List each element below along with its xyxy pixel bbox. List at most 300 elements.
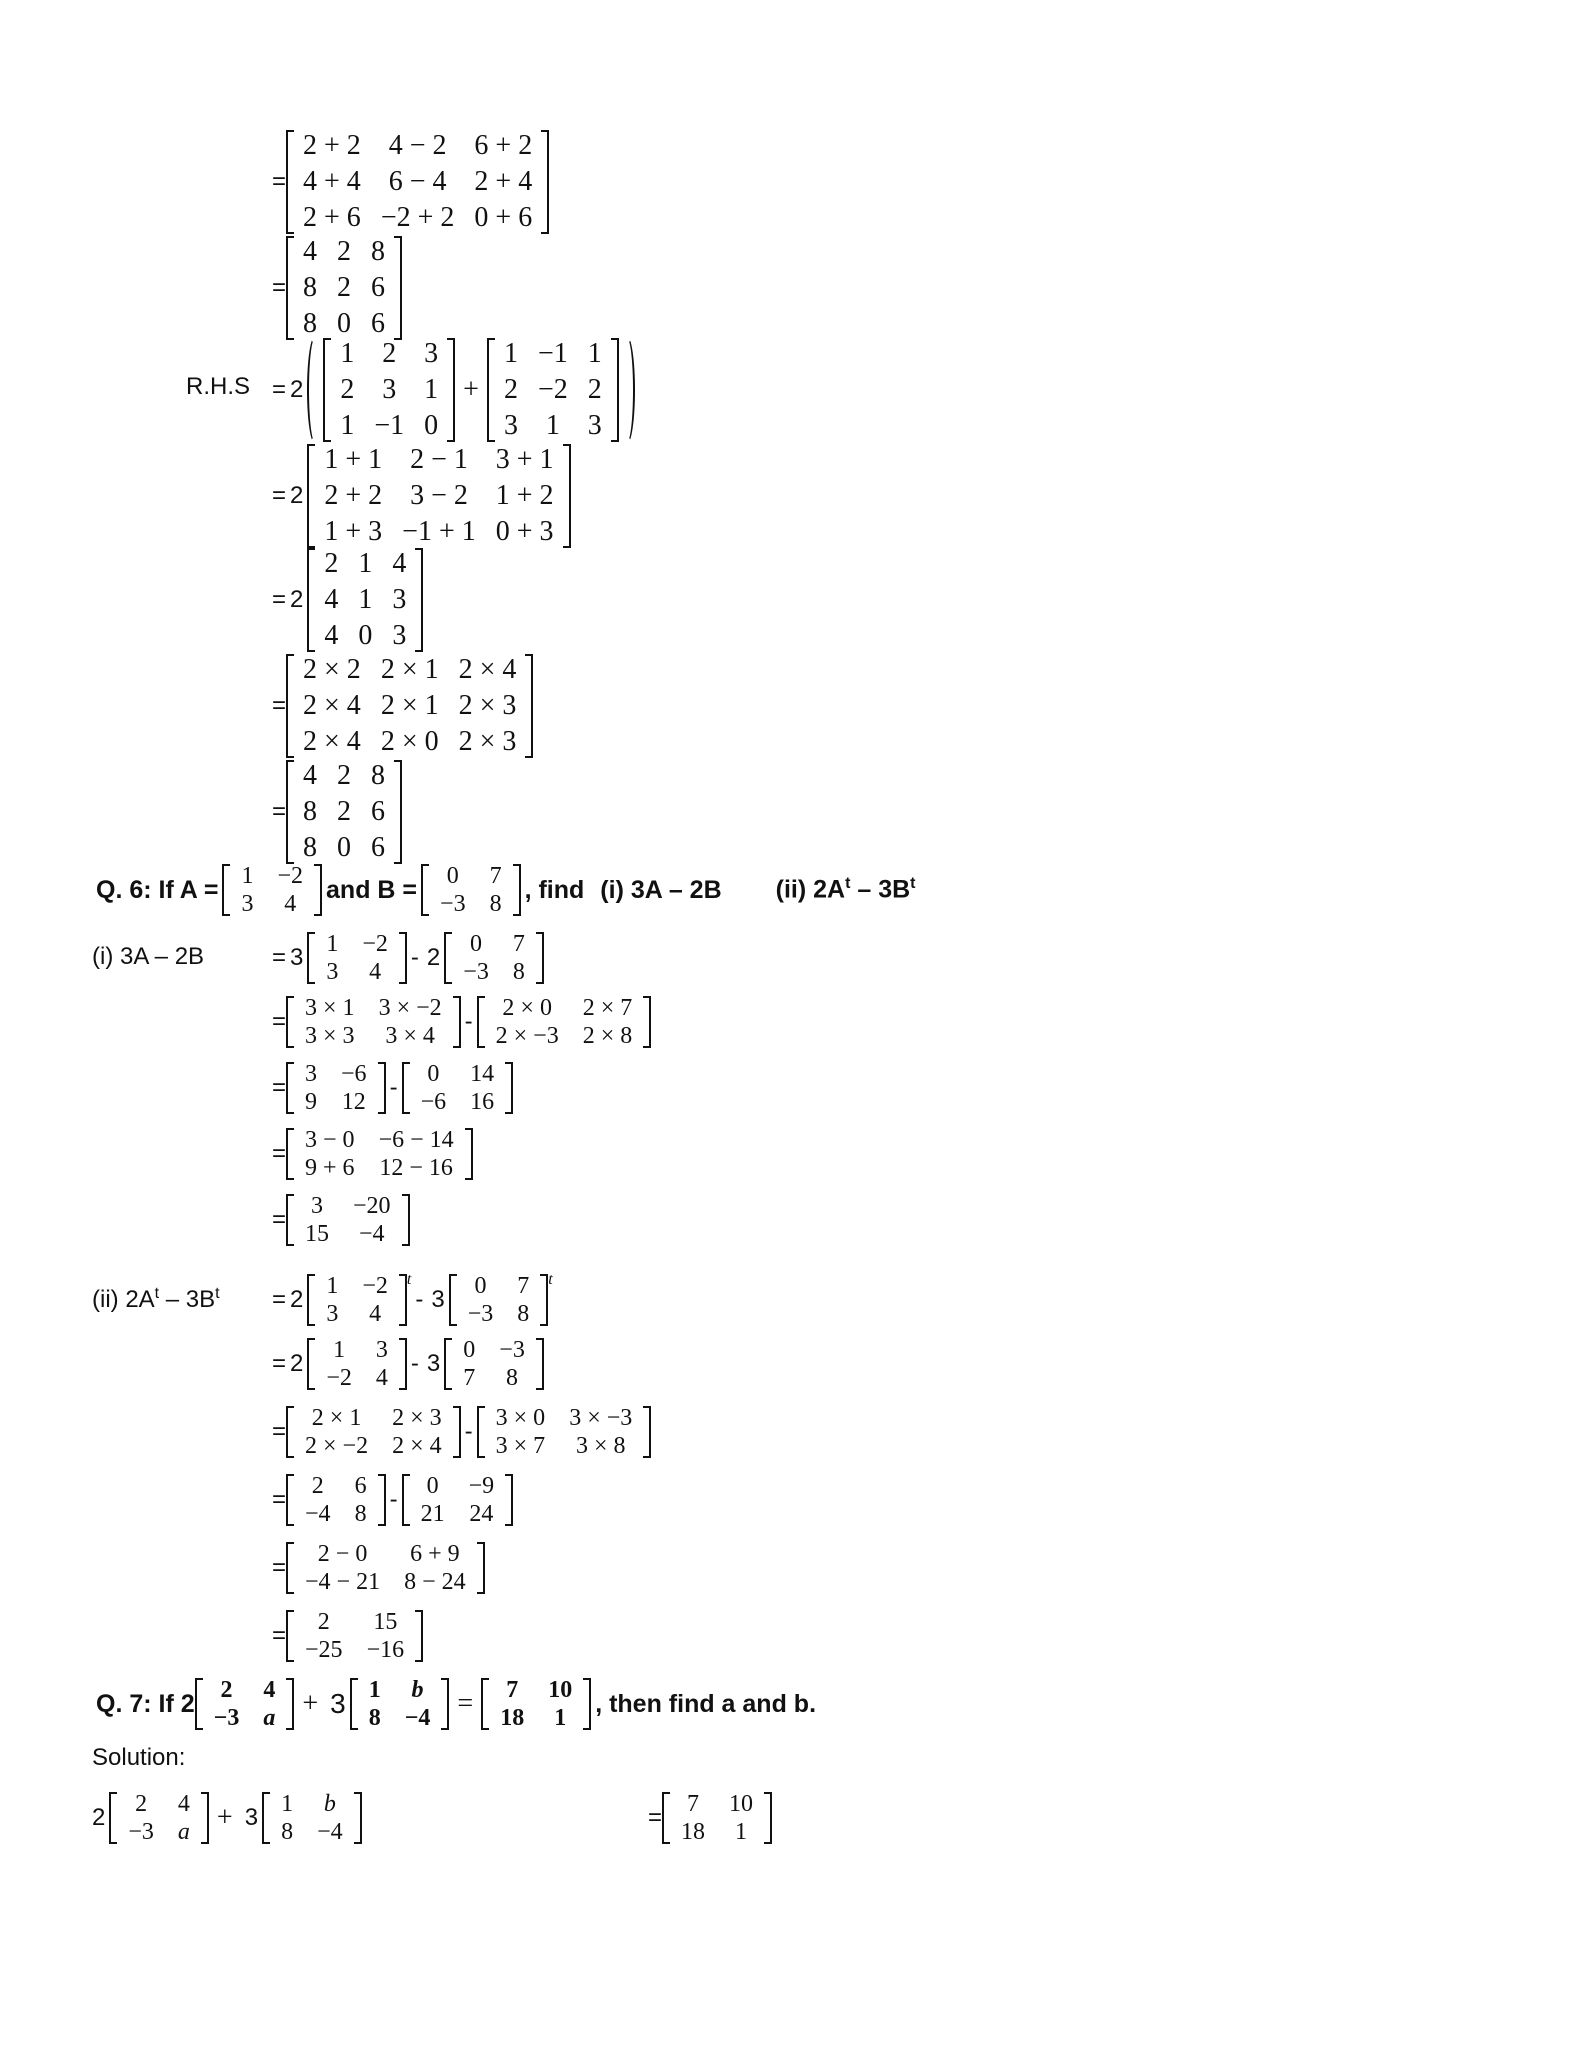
matrix-row (314, 930, 400, 958)
matrix-cell: 0 + 6 (474, 202, 533, 233)
matrix-cell: 14 (470, 1061, 495, 1087)
matrix-cell: 3 (241, 891, 254, 917)
equals-sign: = (272, 1074, 287, 1101)
matrix-cell: 3 (326, 959, 339, 985)
matrix-table (293, 234, 395, 342)
matrix-cell: 3 (503, 410, 518, 441)
q6-part-ii-a: (ii) 2A (775, 875, 846, 904)
matrix-cell: 2 − 1 (410, 444, 468, 475)
matrix-cell: 2 × 4 (392, 1433, 442, 1459)
matrix-cell: 6 (371, 272, 386, 303)
matrix-table (293, 1192, 403, 1248)
matrix-cell: 2 × 0 (380, 726, 439, 757)
equals-sign: = (272, 1286, 287, 1313)
matrix-row (669, 1790, 765, 1818)
matrix-row (330, 336, 448, 372)
matrix-cell: 2 (587, 374, 602, 405)
matrix-row (330, 372, 448, 408)
matrix-row (314, 442, 563, 478)
matrix-row (330, 408, 448, 444)
matrix-cell: 2 × −3 (495, 1023, 559, 1049)
matrix-cell: 7 (512, 931, 525, 957)
matrix-row (484, 1432, 645, 1460)
matrix-cell: 18 (681, 1819, 706, 1845)
matrix-cell: 1 (340, 338, 355, 369)
matrix-cell: 2 (503, 374, 518, 405)
matrix-cell: 0 (358, 620, 373, 651)
matrix-cell: −2 (326, 1365, 352, 1391)
matrix-row (293, 234, 395, 270)
q6-part-i: (i) 3A – 2B (600, 875, 722, 904)
matrix-row (409, 1472, 507, 1500)
matrix-cell: −4 (404, 1705, 431, 1731)
matrix-table (494, 336, 612, 444)
matrix-cell: 8 (303, 308, 318, 339)
part-ii-label (92, 1285, 220, 1314)
matrix-cell: 2 × 1 (311, 1405, 362, 1431)
step-ii-1 (272, 1272, 553, 1328)
question-7 (92, 1676, 820, 1732)
matrix-cell: 3 (587, 410, 602, 441)
matrix-cell: 2 + 2 (303, 130, 361, 161)
equals-sign: = (272, 1140, 287, 1167)
matrix-cell: 2 + 2 (324, 480, 383, 511)
minus-sign: - (410, 1350, 419, 1377)
matrix-cell: 4 − 2 (388, 130, 447, 161)
matrix (307, 442, 570, 550)
matrix (477, 1404, 652, 1460)
matrix-cell: 6 + 2 (474, 130, 533, 161)
matrix-row (314, 1272, 400, 1300)
matrix-cell: 0 (463, 1337, 476, 1363)
equals-sign: = (457, 1688, 474, 1719)
matrix-cell: −6 − 14 (378, 1127, 454, 1153)
matrix-row (293, 794, 395, 830)
matrix (286, 128, 549, 236)
scalar: 2 (92, 1804, 106, 1831)
matrix-cell: 1 (587, 338, 602, 369)
matrix-cell: 6 − 4 (388, 166, 447, 197)
matrix-cell: 2 × 8 (582, 1023, 633, 1049)
matrix-row (229, 890, 315, 918)
matrix-table (314, 930, 400, 986)
matrix-row (293, 724, 526, 760)
matrix-cell: 4 (303, 760, 318, 791)
equals-sign: = (272, 168, 287, 195)
matrix-cell: 4 (324, 620, 339, 651)
matrix-cell: 7 (463, 1365, 476, 1391)
part-ii-label-a: (ii) 2A (92, 1286, 155, 1313)
matrix-cell: −9 (468, 1473, 495, 1499)
matrix-cell: −2 (362, 931, 388, 957)
solution-label: Solution: (92, 1744, 186, 1771)
matrix-cell: 3 × −3 (569, 1405, 633, 1431)
matrix-row (488, 1704, 584, 1732)
matrix (662, 1790, 772, 1846)
matrix-row (269, 1818, 355, 1846)
matrix-row (293, 1500, 379, 1528)
step-ii-6 (272, 1608, 423, 1664)
scalar: 3 (290, 944, 304, 971)
matrix (286, 1060, 386, 1116)
matrix (286, 994, 461, 1050)
matrix-cell: 7 (687, 1791, 700, 1817)
matrix-table (330, 336, 448, 444)
matrix-table (293, 1472, 379, 1528)
matrix-cell: 6 (371, 832, 386, 863)
matrix-table (484, 1404, 645, 1460)
matrix-cell: 0 (337, 832, 352, 863)
matrix-cell: 4 (177, 1791, 190, 1817)
matrix-cell: 1 (503, 338, 518, 369)
matrix (262, 1790, 362, 1846)
matrix-cell: 8 (371, 760, 386, 791)
matrix (195, 1676, 295, 1732)
matrix (477, 994, 652, 1050)
matrix-cell: 7 (506, 1677, 519, 1703)
matrix-cell: −2 (537, 374, 568, 405)
matrix-cell: −4 − 21 (305, 1569, 381, 1595)
matrix-row (293, 1126, 466, 1154)
matrix-cell: 9 + 6 (305, 1155, 355, 1181)
equals-sign: = (272, 1418, 287, 1445)
matrix-cell: 1 (281, 1791, 294, 1817)
matrix-cell: 1 (545, 410, 560, 441)
equals-sign: = (272, 1554, 287, 1581)
q6-find: , find (524, 875, 585, 904)
matrix-table (428, 862, 514, 918)
matrix-cell: 8 − 24 (404, 1569, 466, 1595)
transpose-sup: t (215, 1285, 220, 1302)
matrix-cell: −2 (362, 1273, 388, 1299)
matrix-cell: −3 (499, 1337, 525, 1363)
matrix-table (488, 1676, 584, 1732)
matrix-table (229, 862, 315, 918)
part-i-label: (i) 3A – 2B (92, 943, 205, 970)
matrix-cell: −3 (128, 1819, 154, 1845)
equals-sign: = (272, 1350, 287, 1377)
matrix-cell: 3 − 0 (305, 1127, 355, 1153)
q7-suffix: , then find a and b. (595, 1689, 817, 1718)
matrix-cell: 8 (303, 832, 318, 863)
matrix-cell: 1 + 1 (324, 444, 383, 475)
matrix (286, 1126, 473, 1182)
matrix-cell: 4 (369, 959, 382, 985)
matrix-row (293, 1636, 416, 1664)
matrix-table (293, 758, 395, 866)
equals-sign: = (272, 482, 287, 509)
matrix-cell: 8 (371, 236, 386, 267)
matrix-cell: 0 (337, 308, 352, 339)
matrix-row (293, 1060, 379, 1088)
matrix-table (293, 652, 526, 760)
matrix-cell: 2 − 0 (317, 1541, 368, 1567)
matrix-cell: 2 × −2 (305, 1433, 369, 1459)
matrix-row (494, 336, 612, 372)
matrix-cell: 1 (333, 1337, 346, 1363)
equals-sign: = (648, 1804, 663, 1831)
matrix-cell: −1 + 1 (402, 516, 476, 547)
matrix-row (428, 862, 514, 890)
matrix-row (314, 1300, 400, 1328)
scalar: 2 (290, 482, 304, 509)
matrix-cell: 8 (303, 796, 318, 827)
matrix-table (314, 1272, 400, 1328)
matrix-cell: 1 + 2 (495, 480, 554, 511)
matrix-cell: 8 (281, 1819, 294, 1845)
matrix-cell: 4 (369, 1301, 382, 1327)
matrix (402, 1060, 514, 1116)
plus-sign: + (302, 1688, 319, 1719)
matrix-table (314, 546, 416, 654)
matrix-cell: −1 (374, 410, 405, 441)
matrix-cell: 0 (470, 931, 483, 957)
matrix-cell: 1 (241, 863, 254, 889)
matrix (449, 1272, 549, 1328)
matrix-cell: 21 (420, 1501, 445, 1527)
transpose-sup: t (845, 875, 851, 893)
part-ii-label-b: – 3B (159, 1286, 216, 1313)
matrix-cell: 2 + 4 (474, 166, 533, 197)
matrix-cell: 1 + 3 (324, 516, 383, 547)
matrix (286, 758, 402, 866)
matrix-cell: 2 (311, 1473, 324, 1499)
matrix-cell: 8 (303, 272, 318, 303)
matrix-row (229, 862, 315, 890)
matrix-row (669, 1818, 765, 1846)
matrix-cell: 2 (337, 796, 352, 827)
matrix-cell: 18 (500, 1705, 525, 1731)
matrix-cell: 3 (305, 1061, 318, 1087)
minus-sign: - (389, 1486, 398, 1513)
matrix-table (357, 1676, 443, 1732)
transpose-sup: t (406, 1271, 412, 1288)
matrix-cell: 8 (368, 1705, 381, 1731)
step-lhs-result (272, 234, 402, 342)
step-i-5 (272, 1192, 410, 1248)
matrix-cell: 3 × 1 (305, 995, 355, 1021)
matrix-cell: 2 (317, 1609, 330, 1635)
matrix-cell: 2 × 4 (303, 690, 361, 721)
matrix-cell: 3 × 0 (495, 1405, 546, 1431)
minus-sign: - (389, 1074, 398, 1101)
matrix-cell: 2 + 6 (303, 202, 361, 233)
matrix-cell: b (411, 1677, 424, 1703)
matrix-cell: 2 × 3 (392, 1405, 442, 1431)
matrix-table (293, 994, 454, 1050)
rhs-label: R.H.S (186, 373, 251, 400)
matrix-cell: 7 (489, 863, 502, 889)
matrix-cell: a (177, 1819, 190, 1845)
matrix-cell: 3 (424, 338, 439, 369)
step-ii-2 (272, 1336, 544, 1392)
matrix-cell: 2 × 7 (582, 995, 633, 1021)
matrix-cell: 3 (392, 584, 407, 615)
scalar: 3 (426, 1350, 441, 1377)
matrix-cell: 2 × 1 (380, 690, 439, 721)
matrix-row (293, 1608, 416, 1636)
matrix-cell: −3 (467, 1301, 494, 1327)
matrix-cell: 7 (517, 1273, 530, 1299)
matrix (286, 1404, 461, 1460)
minus-sign: - (464, 1418, 473, 1445)
matrix-cell: 6 (371, 308, 386, 339)
matrix-cell: 6 (371, 796, 386, 827)
matrix-row (293, 688, 526, 724)
matrix-table (293, 1404, 454, 1460)
scalar: 3 (330, 1688, 346, 1719)
matrix-table (269, 1790, 355, 1846)
matrix-cell: 1 (424, 374, 439, 405)
matrix (481, 1676, 591, 1732)
matrix (286, 1192, 410, 1248)
matrix-row (314, 582, 416, 618)
matrix-cell: −25 (305, 1637, 343, 1663)
matrix-cell: −1 (537, 338, 568, 369)
equals-sign: = (272, 1206, 287, 1233)
matrix-a (222, 862, 322, 918)
scalar: 3 (431, 1286, 445, 1313)
matrix-cell: 15 (305, 1221, 330, 1247)
matrix-cell: 24 (469, 1501, 494, 1527)
step-rhs-result (272, 758, 402, 866)
matrix-row (293, 128, 542, 164)
matrix-row (293, 1568, 478, 1596)
matrix-table (409, 1472, 507, 1528)
scalar: 2 (426, 944, 441, 971)
matrix-row (314, 546, 416, 582)
matrix-row (409, 1500, 507, 1528)
matrix-cell: 3 × 7 (495, 1433, 546, 1459)
matrix-cell: −3 (463, 959, 489, 985)
matrix-cell: 1 (358, 584, 373, 615)
equals-sign: = (272, 586, 287, 613)
matrix-cell: 3 (392, 620, 407, 651)
matrix-cell: 0 (424, 410, 439, 441)
matrix-cell: 3 − 2 (410, 480, 468, 511)
matrix-table (116, 1790, 202, 1846)
matrix-cell: −4 (317, 1819, 343, 1845)
matrix-cell: 3 (382, 374, 397, 405)
matrix-cell: 3 (311, 1193, 324, 1219)
matrix-cell: 1 (340, 410, 355, 441)
matrix-cell: 1 (554, 1705, 567, 1731)
matrix-table (451, 930, 537, 986)
matrix-cell: 12 (341, 1089, 366, 1115)
matrix-row (451, 1336, 537, 1364)
equals-sign: = (272, 798, 287, 825)
matrix-cell: 0 (474, 1273, 487, 1299)
matrix-row (293, 164, 542, 200)
matrix-row (269, 1790, 355, 1818)
matrix-table (314, 442, 563, 550)
matrix-cell: 3 (375, 1337, 388, 1363)
scalar: 2 (290, 376, 304, 403)
matrix-cell: 2 × 3 (458, 726, 517, 757)
matrix-cell: 4 (324, 584, 339, 615)
matrix-cell: 2 × 1 (380, 654, 439, 685)
matrix-cell: 2 (135, 1791, 148, 1817)
step-ii-4 (272, 1472, 513, 1528)
matrix-cell: 4 (284, 891, 297, 917)
step-i-2 (272, 994, 651, 1050)
matrix-cell: 0 (426, 1473, 439, 1499)
matrix-cell: 1 (358, 548, 373, 579)
q6-part-ii-b: – 3B (850, 875, 911, 904)
matrix-cell: −20 (353, 1193, 391, 1219)
matrix-row (314, 478, 563, 514)
matrix (286, 1540, 485, 1596)
matrix-table (293, 1608, 416, 1664)
matrix-row (293, 1192, 403, 1220)
parenthesis-group (307, 336, 634, 444)
matrix-row (202, 1676, 288, 1704)
matrix (307, 1272, 407, 1328)
matrix-row (293, 1404, 454, 1432)
matrix-row (357, 1704, 443, 1732)
matrix-table (456, 1272, 542, 1328)
scalar: 2 (290, 1350, 304, 1377)
matrix-cell: 4 (263, 1677, 276, 1703)
matrix-row (451, 958, 537, 986)
transpose-sup: t (910, 875, 916, 893)
matrix-table (293, 128, 542, 236)
matrix-table (293, 1540, 478, 1596)
matrix-cell: 2 (340, 374, 355, 405)
matrix-row (314, 618, 416, 654)
matrix-row (314, 958, 400, 986)
matrix-row (293, 1088, 379, 1116)
matrix-cell: 1 (368, 1677, 381, 1703)
step-ii-3 (272, 1404, 651, 1460)
matrix-row (293, 200, 542, 236)
step-i-3 (272, 1060, 513, 1116)
matrix-cell: 2 (337, 236, 352, 267)
matrix (487, 336, 619, 444)
matrix-row (293, 1154, 466, 1182)
matrix-cell: 8 (506, 1365, 519, 1391)
matrix-cell: 6 + 9 (410, 1541, 460, 1567)
question-6 (92, 862, 920, 918)
matrix-cell: 3 × 8 (575, 1433, 626, 1459)
step-rhs-simplified (272, 546, 423, 654)
equals-sign: = (272, 1008, 287, 1035)
matrix-cell: −4 (359, 1221, 385, 1247)
matrix-row (484, 1022, 645, 1050)
matrix-table (293, 1060, 379, 1116)
matrix (307, 546, 423, 654)
minus-sign: - (410, 944, 419, 971)
matrix-cell: −6 (420, 1089, 447, 1115)
q7-prefix: Q. 7: If 2 (96, 1689, 195, 1718)
plus-sign: + (216, 1802, 233, 1833)
matrix-row (484, 994, 645, 1022)
matrix-cell: 2 × 2 (303, 654, 361, 685)
matrix-cell: 4 (303, 236, 318, 267)
step-rhs-start (272, 336, 635, 444)
step-i-1 (272, 930, 544, 986)
matrix-table (202, 1676, 288, 1732)
matrix-cell: 0 (446, 863, 459, 889)
matrix-cell: 3 × 3 (305, 1023, 355, 1049)
matrix-cell: 0 (427, 1061, 440, 1087)
matrix-cell: 9 (305, 1089, 318, 1115)
matrix-cell: −3 (213, 1705, 240, 1731)
matrix-table (669, 1790, 765, 1846)
matrix-cell: 2 × 0 (502, 995, 552, 1021)
matrix-cell: 12 − 16 (379, 1155, 453, 1181)
matrix-row (488, 1676, 584, 1704)
